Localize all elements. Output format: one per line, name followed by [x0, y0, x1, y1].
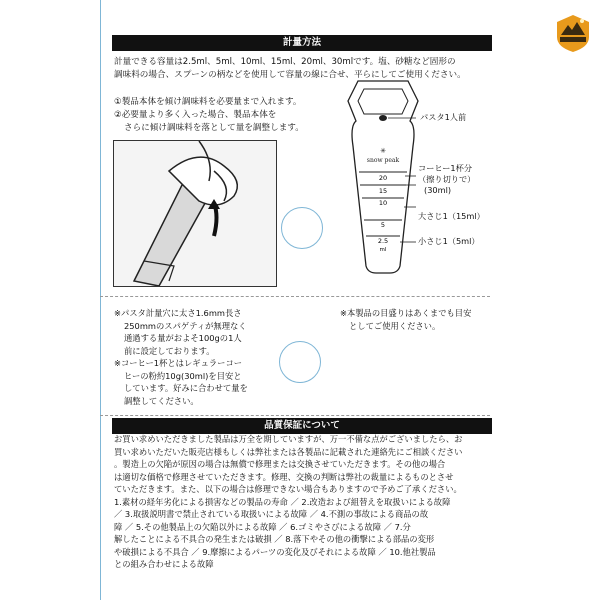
note-line: 前に設定しております。 [124, 345, 215, 356]
warranty-line: は適切な価格で修理させていただきます。修理、交換の判断は弊社の裁量によるものとさせ [114, 471, 454, 482]
usage-photo [113, 140, 277, 287]
warranty-line: 1.素材の経年劣化による損害などの製品の寿命 ／ 2.改造および組替えを取扱いによる故障 [114, 496, 451, 507]
dashed-divider [100, 296, 490, 297]
scale-mark: 2.5 [377, 237, 389, 245]
callout-teaspoon: 小さじ1（5ml） [418, 236, 480, 246]
note-line: しています。好みに合わせて量を [124, 383, 248, 393]
callout-coffee: コーヒー1杯分 [418, 163, 473, 173]
scale-mark: 5 [380, 221, 386, 229]
warranty-line: との組み合わせによる故障 [114, 559, 214, 569]
warranty-line: 解したことによる不具合の発生または破損 ／ 8.落下やその他の衝撃による部品の変形 [114, 534, 435, 544]
snowflake-icon: ✳ [380, 147, 386, 155]
notes-right [340, 307, 500, 332]
callout-tablespoon: 大さじ1（15ml） [418, 211, 485, 221]
guide-circle [279, 341, 321, 383]
brand-logo-icon [553, 13, 593, 53]
warranty-line: お買い求めいただきました製品は万全を期していますが、万一不備な点がございましたら、お [114, 434, 463, 444]
warranty-line: ／ 3.取扱説明書で禁止されている取扱いによる故障 ／ 4.不測の事故による商品の故 [114, 509, 429, 519]
scale-mark: 15 [378, 187, 388, 195]
note-line: としてご使用ください。 [349, 320, 441, 331]
warranty-text [114, 433, 496, 571]
callout-coffee-ml: (30ml) [424, 185, 452, 195]
intro-line: 計量できる容量は2.5ml、5ml、10ml、15ml、20ml、30mlです。塩、砂糖など固形の [114, 57, 456, 67]
note-line: 調整してください。 [124, 395, 199, 406]
scale-unit: ml [379, 247, 387, 253]
warranty-header: 品質保証について [112, 418, 492, 434]
note-line: ※本製品の目盛りはあくまでも目安 [340, 308, 472, 318]
step-1: ①製品本体を傾け調味料を必要量まで入れます。 [114, 97, 302, 107]
intro-line: 調味料の場合、スプーンの柄などを使用して容量の線に合せ、平らにしてご使用ください。 [114, 70, 466, 80]
spoon-brand: snow peak [366, 157, 400, 164]
callout-pasta: パスタ1人前 [420, 112, 467, 122]
measuring-method-header: 計量方法 [112, 35, 492, 51]
step-2: ②必要量より多く入った場合、製品本体を [114, 110, 277, 120]
callout-coffee-note: （擦り切りで） [418, 174, 476, 184]
warranty-line: 。製造上の欠陥が原因の場合は無償で修理または交換させていただきます。その他の場合 [114, 459, 446, 469]
warranty-line: 買い求めいただいた販売店様もしくは弊社または各製品に記載された連絡先にご相談ください [114, 446, 463, 457]
warranty-line: 障 ／ 5.その他製品上の欠陥以外による故障 ／ 6.ゴミやさびによる故障 ／ 7.分 [114, 521, 411, 532]
dashed-divider [100, 415, 490, 416]
note-line: 通過する量がおよそ100gの1人 [124, 333, 242, 343]
scale-mark: 10 [378, 199, 388, 207]
page-border-line [100, 0, 101, 600]
note-line: ※コーヒー1杯とはレギュラーコー [114, 358, 243, 368]
warranty-line: ていただきます。また、以下の場合は修理できない場合もありますので予めご了承ください。 [114, 484, 462, 494]
guide-circle [281, 207, 323, 249]
note-line: ※パスタ計量穴に太さ1.6mm長さ [114, 308, 242, 318]
step-2-cont: さらに傾け調味料を落として量を調整します。 [124, 123, 304, 133]
scale-mark: 20 [378, 174, 388, 182]
warranty-line: や破損による不具合 ／ 9.摩擦によるパーツの変化及びそれによる故障 ／ 10.他社製品 [114, 546, 436, 557]
note-line: 250mmのスパゲティが無理なく [124, 320, 247, 331]
note-line: ヒーの粉約10g(30ml)を目安と [124, 370, 242, 381]
